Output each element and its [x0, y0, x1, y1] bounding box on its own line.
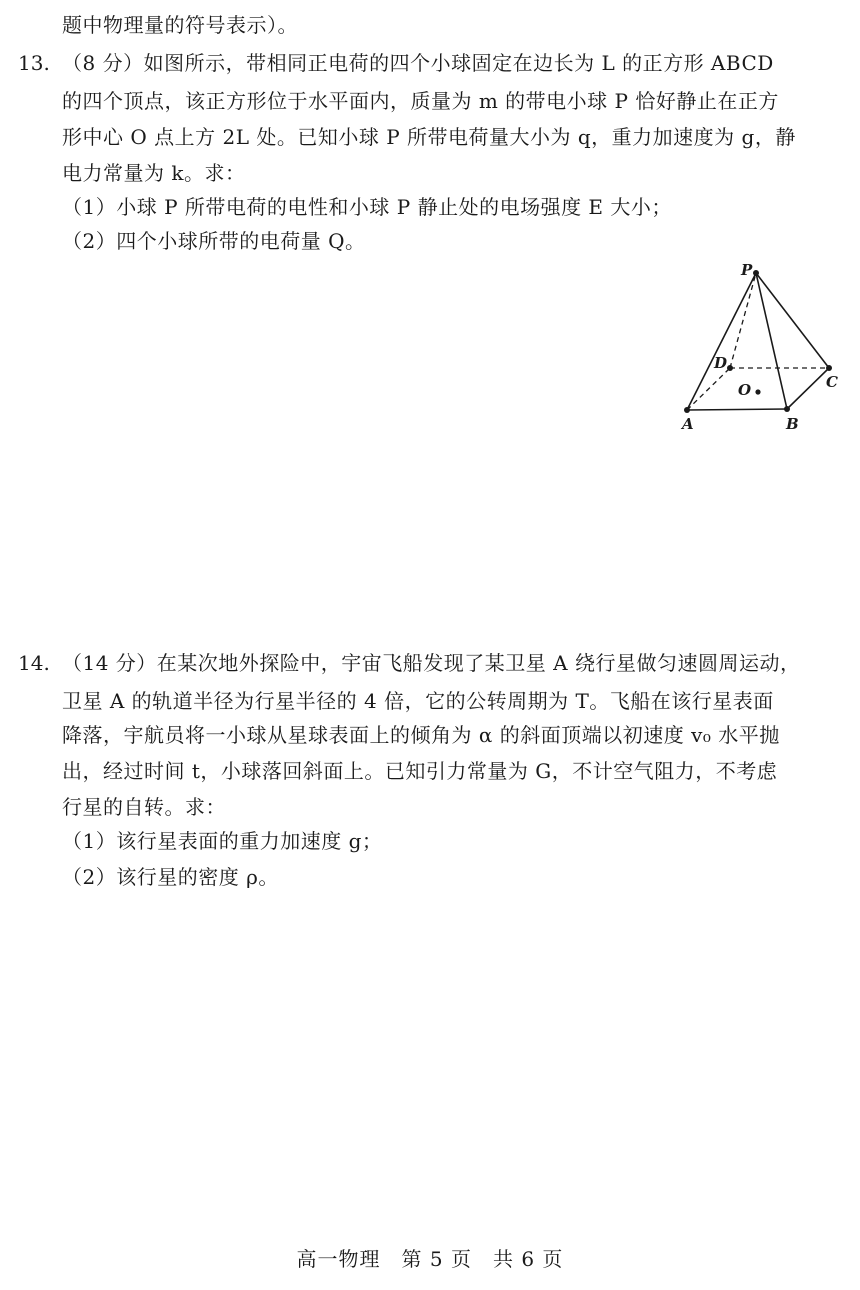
edge-ab: [687, 409, 787, 410]
carryover-text: 题中物理量的符号表示）。: [62, 13, 298, 37]
question-13-line-1: （8 分）如图所示，带相同正电荷的四个小球固定在边长为 L 的正方形 ABCD: [62, 51, 774, 75]
question-13-line-4: 电力常量为 k。求：: [62, 161, 246, 185]
vertex-b-dot: [784, 406, 790, 412]
vertex-a-dot: [684, 407, 690, 413]
center-o-dot: [755, 389, 760, 394]
label-c: C: [826, 373, 838, 391]
question-14-number: 14.: [18, 651, 50, 675]
vertex-d-dot: [727, 365, 733, 371]
question-14-part-2: （2）该行星的密度 ρ。: [62, 865, 279, 889]
edge-ad-hidden: [687, 368, 730, 410]
edge-bc: [787, 368, 829, 409]
label-b: B: [786, 415, 799, 433]
question-13-part-2: （2）四个小球所带的电荷量 Q。: [62, 229, 366, 253]
page-footer: 高一物理 第 5 页 共 6 页: [296, 1247, 564, 1271]
question-13-line-2: 的四个顶点，该正方形位于水平面内，质量为 m 的带电小球 P 恰好静止在正方: [62, 89, 779, 113]
vertex-c-dot: [826, 365, 832, 371]
edge-pd-hidden: [730, 273, 756, 368]
vertex-p-dot: [753, 270, 759, 276]
question-14-line-1: （14 分）在某次地外探险中，宇宙飞船发现了某卫星 A 绕行星做匀速圆周运动，: [62, 651, 801, 675]
question-14-line-3: 降落，宇航员将一小球从星球表面上的倾角为 α 的斜面顶端以初速度 v₀ 水平抛: [62, 723, 780, 747]
pyramid-figure: [668, 256, 848, 438]
question-14-line-4: 出，经过时间 t，小球落回斜面上。已知引力常量为 G，不计空气阻力，不考虑: [62, 759, 778, 783]
question-13-number: 13.: [18, 51, 50, 75]
question-13-part-1: （1）小球 P 所带电荷的电性和小球 P 静止处的电场强度 E 大小；: [62, 195, 672, 219]
label-a: A: [682, 415, 694, 433]
question-14-line-2: 卫星 A 的轨道半径为行星半径的 4 倍，它的公转周期为 T。飞船在该行星表面: [62, 689, 774, 713]
question-13-line-3: 形中心 O 点上方 2L 处。已知小球 P 所带电荷量大小为 q，重力加速度为 g，静: [62, 125, 796, 149]
label-d: D: [714, 354, 728, 372]
question-14-line-5: 行星的自转。求：: [62, 795, 226, 819]
question-14-part-1: （1）该行星表面的重力加速度 g；: [62, 829, 383, 853]
label-p: P: [741, 261, 753, 279]
label-o: O: [738, 381, 752, 399]
